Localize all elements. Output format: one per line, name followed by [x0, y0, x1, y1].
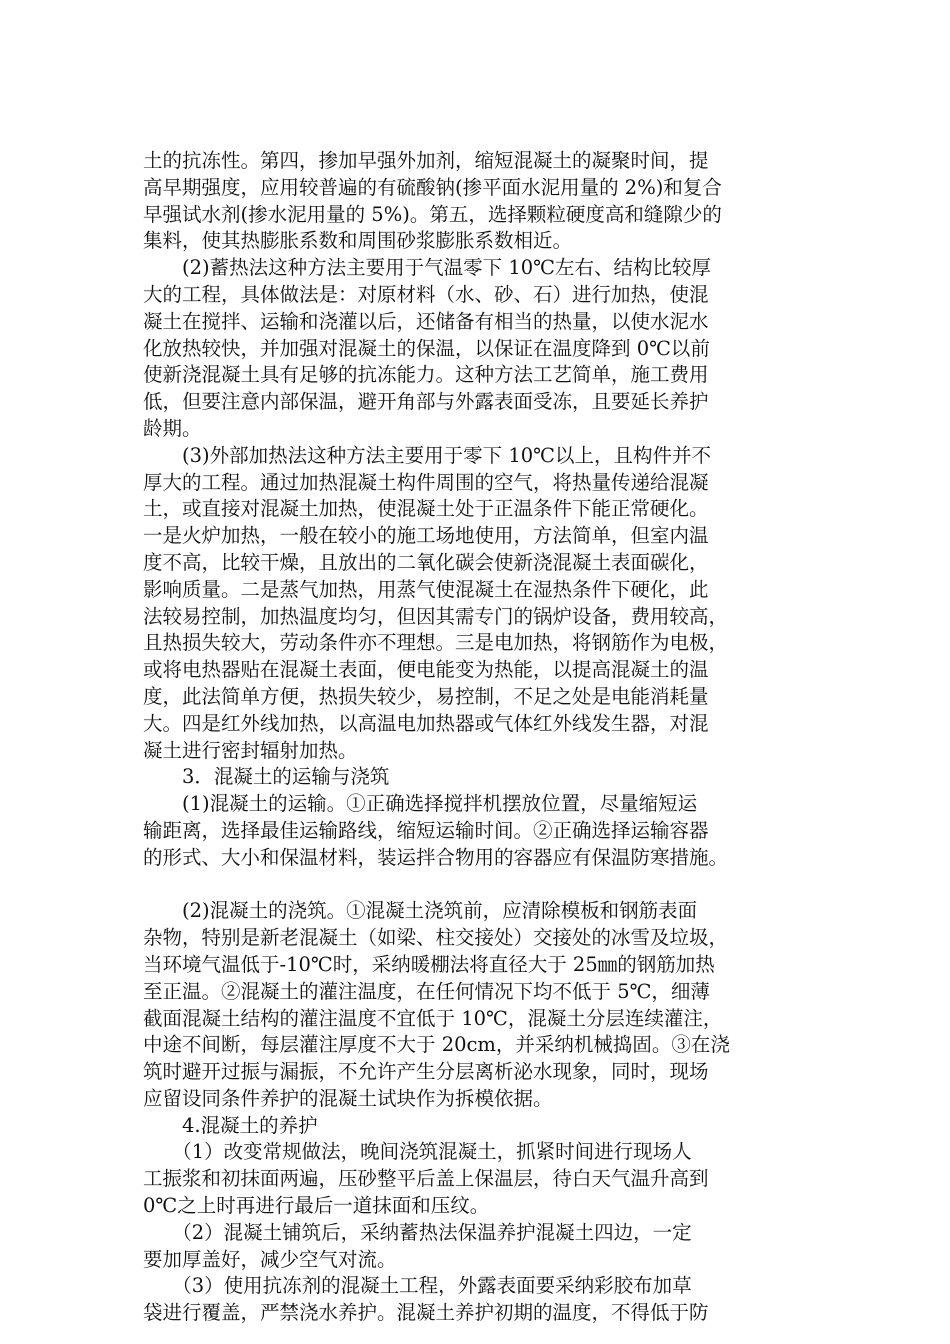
- paragraph-start-line: （2）混凝土铺筑后，采纳蓄热法保温养护混凝土四边，一定: [143, 1220, 692, 1244]
- text-line: 输距离，选择最佳运输路线，缩短运输时间。②正确选择运输容器: [143, 818, 709, 842]
- blank-line: [143, 872, 818, 899]
- text-line: 当环境气温低于-10℃时，采纳暖棚法将直径大于 25㎜的钢筋加热: [143, 952, 715, 976]
- text-line: 大。四是红外线加热，以高温电加热器或气体红外线发生器，对混: [143, 711, 709, 735]
- paragraph-start-line: (2)混凝土的浇筑。①混凝土浇筑前，应清除模板和钢筋表面: [143, 899, 698, 923]
- text-line: 土，或直接对混凝土加热，使混凝土处于正温条件下能正常硬化。: [143, 497, 709, 521]
- text-line: 龄期。: [143, 416, 202, 440]
- text-line: 凝土进行密封辐射加热。: [143, 738, 358, 762]
- paragraph-start-line: (1)混凝土的运输。①正确选择搅拌机摆放位置，尽量缩短运: [143, 792, 698, 816]
- document-body: [143, 148, 818, 1327]
- text-line: 杂物，特别是新老混凝土（如梁、柱交接处）交接处的冰雪及垃圾，: [143, 926, 729, 950]
- section-heading: 4.混凝土的养护: [143, 1113, 318, 1137]
- text-line: 高早期强度，应用较普遍的有硫酸钠(掺平面水泥用量的 2%)和复合: [143, 175, 722, 199]
- paragraph-start-line: （3）使用抗冻剂的混凝土工程，外露表面要采纳彩胶布加草: [143, 1274, 692, 1298]
- text-line: 度不高，比较干燥，且放出的二氧化碳会使新浇混凝土表面碳化，: [143, 550, 709, 574]
- text-line: 土的抗冻性。第四，掺加早强外加剂，缩短混凝土的凝聚时间，提: [143, 149, 709, 172]
- text-line: 凝土在搅拌、运输和浇灌以后，还储备有相当的热量，以使水泥水: [143, 309, 709, 333]
- text-line: 应留设同条件养护的混凝土试块作为拆模依据。: [143, 1086, 553, 1110]
- text-line: 工振浆和初抹面两遍，压砂整平后盖上保温层，待白天气温升高到: [143, 1167, 709, 1191]
- section-heading: 3．混凝土的运输与浇筑: [143, 765, 390, 789]
- text-line: 集料，使其热膨胀系数和周围砂浆膨胀系数相近。: [143, 229, 573, 253]
- text-line: 的形式、大小和保温材料，装运拌合物用的容器应有保温防寒措施。: [143, 845, 729, 869]
- text-line: 低，但要注意内部保温，避开角部与外露表面受冻，且要延长养护: [143, 390, 709, 414]
- text-line: 厚大的工程。通过加热混凝土构件周围的空气，将热量传递给混凝: [143, 470, 709, 494]
- text-line: 筑时避开过振与漏振，不允许产生分层离析泌水现象，同时，现场: [143, 1060, 709, 1084]
- text-line: 影响质量。二是蒸气加热，用蒸气使混凝土在湿热条件下硬化，此: [143, 577, 709, 601]
- paragraph-start-line: （1）改变常规做法，晚间浇筑混凝土，抓紧时间进行现场人: [143, 1140, 692, 1164]
- text-line: 或将电热器贴在混凝土表面，便电能变为热能，以提高混凝土的温: [143, 658, 709, 682]
- text-line: 且热损失较大，劳动条件亦不理想。三是电加热，将钢筋作为电极，: [143, 631, 729, 655]
- text-line: 一是火炉加热，一般在较小的施工场地使用，方法简单，但室内温: [143, 524, 709, 548]
- text-line: 截面混凝土结构的灌注温度不宜低于 10℃，混凝土分层连续灌注，: [143, 1006, 723, 1030]
- paragraph-start-line: (3)外部加热法这种方法主要用于零下 10℃以上，且构件并不: [143, 443, 711, 467]
- text-line: 法较易控制，加热温度均匀，但因其需专门的锅炉设备，费用较高，: [143, 604, 729, 628]
- text-line: 早强试水剂(掺水泥用量的 5%)。第五，选择颗粒硬度高和缝隙少的: [143, 202, 722, 226]
- paragraph-start-line: (2)蓄热法这种方法主要用于气温零下 10℃左右、结构比较厚: [143, 256, 711, 280]
- text-line: 大的工程，具体做法是：对原材料（水、砂、石）进行加热，使混: [143, 282, 709, 306]
- text-line: 至正温。②混凝土的灌注温度，在任何情况下均不低于 5℃，细薄: [143, 979, 710, 1003]
- text-line: 化放热较快，并加强对混凝土的保温，以保证在温度降到 0℃以前: [143, 336, 710, 360]
- text-line: 度，此法简单方便，热损失较少，易控制，不足之处是电能消耗量: [143, 684, 709, 708]
- text-line: 使新浇混凝土具有足够的抗冻能力。这种方法工艺简单，施工费用: [143, 363, 709, 387]
- text-line: 中途不间断，每层灌注厚度不大于 20cm，并采纳机械捣固。③在浇: [143, 1033, 730, 1057]
- text-line: 袋进行覆盖，严禁浇水养护。混凝土养护初期的温度，不得低于防: [143, 1301, 709, 1325]
- text-line: 0℃之上时再进行最后一道抹面和压纹。: [143, 1194, 490, 1218]
- text-line: 要加厚盖好，减少空气对流。: [143, 1247, 397, 1271]
